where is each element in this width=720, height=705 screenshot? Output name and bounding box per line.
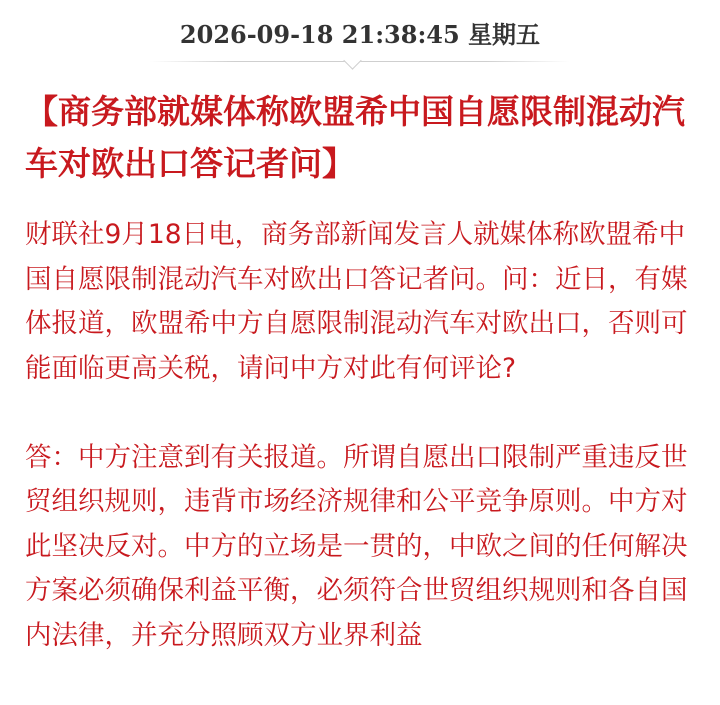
- article-paragraph-question: 财联社9月18日电，商务部新闻发言人就媒体称欧盟希中国自愿限制混动汽车对欧出口答记者问。问：近日，有媒体报道，欧盟希中方自愿限制混动汽车对欧出口，否则可能面临更高关税，请问中方对此有何评论?: [25, 219, 688, 384]
- article-body: [25, 213, 695, 658]
- article-paragraph-answer: 答：中方注意到有关报道。所谓自愿出口限制严重违反世贸组织规则，违背市场经济规律和公平竞争原则。中方对此坚决反对。中方的立场是一贯的，中欧之间的任何解决方案必须确保利益平衡，必须符合世贸组织规则和各自国内法律，并充分照顾双方业界利益: [25, 441, 688, 651]
- divider-notch-icon: [343, 51, 361, 69]
- publish-timestamp: 2026-09-18 21:38:45 星期五: [179, 20, 541, 49]
- news-header: [0, 0, 720, 68]
- article-title: 【商务部就媒体称欧盟希中国自愿限制混动汽车对欧出口答记者问】: [25, 92, 685, 183]
